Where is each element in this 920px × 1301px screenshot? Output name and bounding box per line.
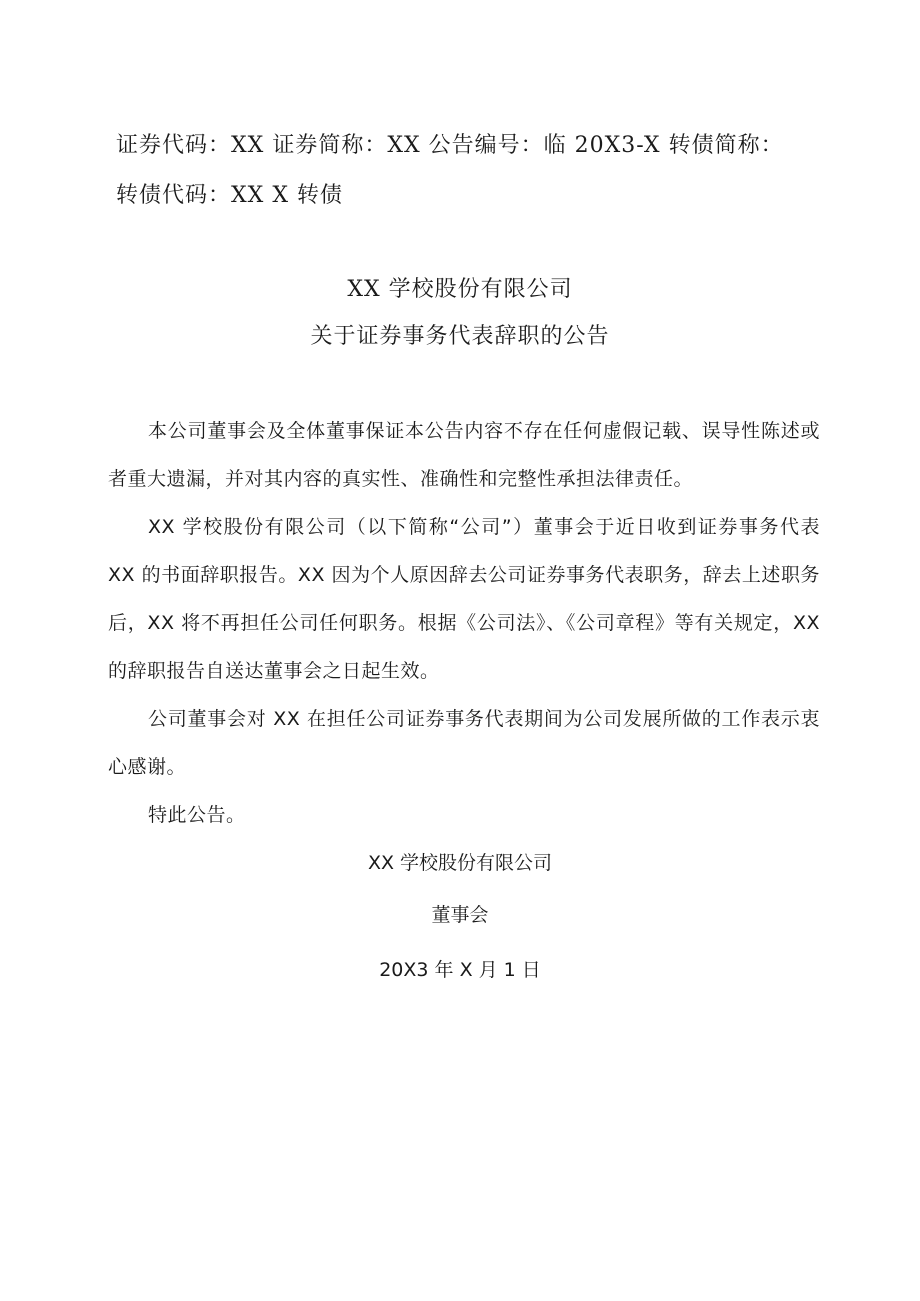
signature-date: 20X3 年 X 月 1 日 xyxy=(379,959,541,981)
title-company: XX 学校股份有限公司 xyxy=(347,277,573,302)
title-subject: 关于证券事务代表辞职的公告 xyxy=(310,324,610,349)
signature-company: XX 学校股份有限公司 xyxy=(367,852,553,874)
paragraph-closing: 特此公告。 xyxy=(148,804,246,826)
signature-board: 董事会 xyxy=(431,904,489,926)
paragraph-disclaimer: 本公司董事会及全体董事保证本公告内容不存在任何虚假记载、误导性陈述或者重大遗漏，并对其内容的真实性、准确性和完整性承担法律责任。 xyxy=(108,420,820,490)
paragraph-resignation: XX 学校股份有限公司（以下简称“公司”）董事会于近日收到证券事务代表 XX 的书面辞职报告。XX 因为个人原因辞去公司证券事务代表职务，辞去上述职务后，XX 将不再担任公司任何职务。根据《公司法》、《公司章程》等有关规定，XX 的辞职报告自送达董事会之日起生效。 xyxy=(108,516,820,682)
paragraph-thanks: 公司董事会对 XX 在担任公司证券事务代表期间为公司发展所做的工作表示衷心感谢。 xyxy=(108,708,820,778)
announcement-body xyxy=(108,407,820,839)
header-securities-info: 证券代码：XX 证券简称：XX 公告编号：临 20X3-X 转债简称： xyxy=(116,133,784,158)
header-bond-info: 转债代码：XX X 转债 xyxy=(116,183,343,208)
